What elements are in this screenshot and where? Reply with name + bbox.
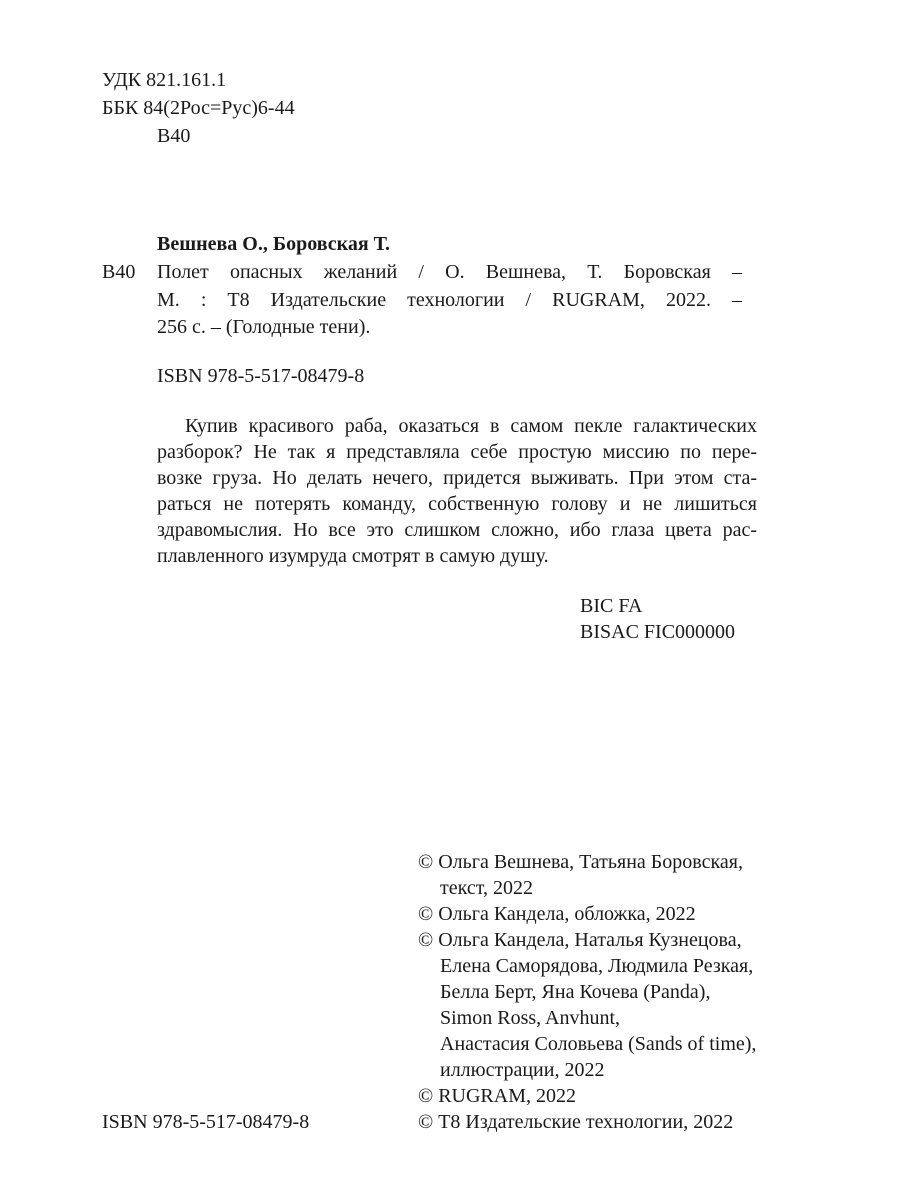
bbk-code: ББК 84(2Рос=Рус)6-44 [102,97,295,119]
copyright-line: иллюстрации, 2022 [440,1059,605,1081]
isbn-entry: ISBN 978-5-517-08479-8 [157,365,365,387]
annotation-line: здравомыслия. Но все это слишком сложно, ибо глаза цвета рас- [157,519,757,541]
bic-code: BIC FA [580,595,643,617]
copyright-line: © RUGRAM, 2022 [418,1085,576,1107]
annotation-line: Купив красивого раба, оказаться в самом пекле галактических [185,415,757,437]
copyright-line: © Ольга Кандела, обложка, 2022 [418,903,696,925]
description-line: 256 с. – (Голодные тени). [157,316,371,338]
udk-code: УДК 821.161.1 [102,69,227,91]
copyright-line: Simon Ross, Anvhunt, [440,1007,621,1029]
bisac-code: BISAC FIC000000 [580,621,736,643]
copyright-line: Анастасия Соловьева (Sands of time), [440,1033,757,1055]
copyright-line: © Ольга Вешнева, Татьяна Боровская, [418,851,743,873]
author-sign-top: В40 [157,125,191,147]
annotation-line: раться не потерять команду, собственную голову и не лишиться [157,493,757,515]
annotation-line: плавленного изумруда смотрят в самую душу. [157,545,549,567]
copyright-line: текст, 2022 [440,877,533,899]
isbn-footer: ISBN 978-5-517-08479-8 [102,1111,310,1133]
annotation-line: разборок? Не так я представляла себе простую миссию по пере- [157,441,757,463]
description-line: М. : Т8 Издательские технологии / RUGRAM, 2022. – [157,289,742,311]
copyright-line: © Т8 Издательские технологии, 2022 [418,1111,734,1133]
copyright-line: Елена Саморядова, Людмила Резкая, [440,955,754,977]
author-sign-entry: В40 [102,261,136,283]
copyright-line: © Ольга Кандела, Наталья Кузнецова, [418,929,742,951]
authors-heading: Вешнева О., Боровская Т. [157,233,391,255]
annotation-line: возке груза. Но делать нечего, придется выживать. При этом ста- [157,467,757,489]
description-line: Полет опасных желаний / О. Вешнева, Т. Боровская – [157,261,742,283]
copyright-line: Белла Берт, Яна Кочева (Panda), [440,981,711,1003]
